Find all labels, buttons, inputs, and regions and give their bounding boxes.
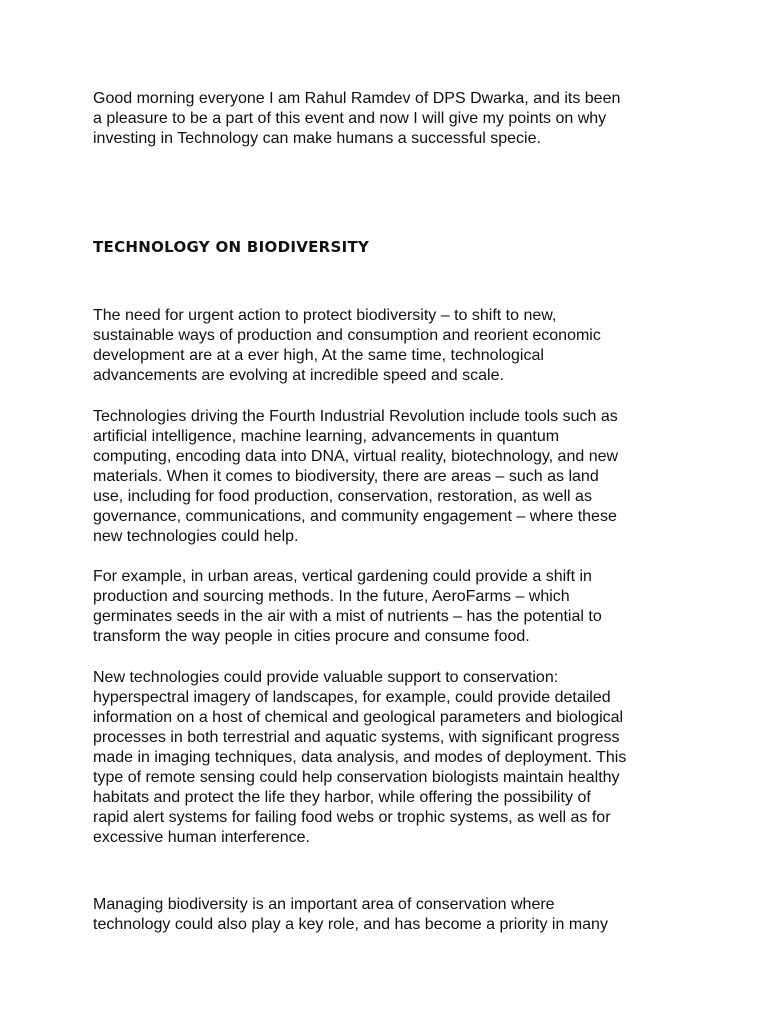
body-paragraph-3: For example, in urban areas, vertical gardening could provide a shift in production and sourcing methods. In the future, AeroFarms – which germinates seeds in the air with a mist of nutrients – has the potential to transform the way people in cities procure and consume food.: [93, 568, 602, 645]
body-paragraph-5: Managing biodiversity is an important area of conservation where technology could also play a key role, and has become a priority in many: [93, 896, 608, 933]
intro-paragraph: Good morning everyone I am Rahul Ramdev of DPS Dwarka, and its been a pleasure to be a part of this event and now I will give my points on why investing in Technology can make humans a successful specie.: [93, 90, 621, 147]
body-paragraph-4: New technologies could provide valuable support to conservation: hyperspectral imagery of landscapes, for example, could provide detailed information on a host of chemical and geological parameters and biological processes in both terrestrial and aquatic systems, with significant progress made in imaging techniques, data analysis, and modes of deployment. This type of remote sensing could help conservation biologists maintain healthy habitats and protect the life they harbor, while offering the possibility of rapid alert systems for failing food webs or trophic systems, as well as for excessive human interference.: [93, 669, 627, 846]
body-paragraph-2: Technologies driving the Fourth Industrial Revolution include tools such as artificial intelligence, machine learning, advancements in quantum computing, encoding data into DNA, virtual reality, biotechnology, and new materials. When it comes to biodiversity, there are areas – such as land use, including for food production, conservation, restoration, as well as governance, communications, and community engagement – where these new technologies could help.: [93, 408, 619, 545]
body-paragraph-1: The need for urgent action to protect biodiversity – to shift to new, sustainable ways of production and consumption and reorient economic development are at a ever high, At the same time, technological advancements are evolving at incredible speed and scale.: [93, 307, 601, 384]
section-heading: TECHNOLOGY ON BIODIVERSITY: [93, 238, 370, 256]
